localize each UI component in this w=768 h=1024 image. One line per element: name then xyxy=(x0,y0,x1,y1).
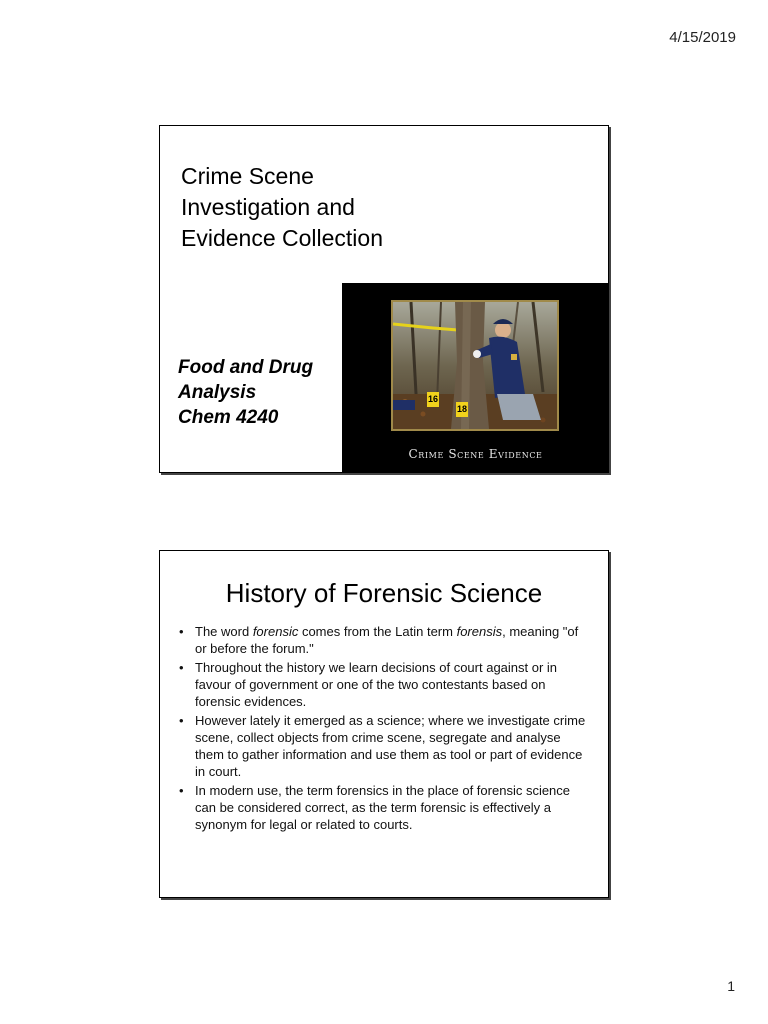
slide-1-title xyxy=(181,161,481,254)
italic-term: forensic xyxy=(252,624,299,639)
bullet-text: However lately it emerged as a science; where we investigate crime scene, collect objects from crime scene, segregate and analyse them to gather information and use them as tool or part of evidence in court. xyxy=(195,713,586,779)
bullet-dot-icon: • xyxy=(179,783,184,798)
title-line: Evidence Collection xyxy=(181,225,384,251)
title-line: Investigation and xyxy=(181,194,355,220)
slide-1 xyxy=(159,125,609,473)
slide-1-subtitle xyxy=(178,355,313,430)
bullet-dot-icon: • xyxy=(179,624,184,639)
subtitle-line: Analysis xyxy=(178,382,257,403)
subtitle-line: Food and Drug xyxy=(178,357,314,378)
bullet-list xyxy=(177,623,592,835)
bullet-text: Throughout the history we learn decisions of court against or in favour of government or one of the two contestants based on forensic evidences. xyxy=(195,660,558,709)
crime-scene-photo xyxy=(391,300,559,431)
bullet-text: The word xyxy=(195,624,253,639)
bullet-text: comes from the Latin term xyxy=(298,624,457,639)
page-number: 1 xyxy=(727,978,735,994)
bullet-item xyxy=(177,782,592,833)
photo-panel xyxy=(342,283,609,473)
slide-2 xyxy=(159,550,609,898)
photo-caption: Crime Scene Evidence xyxy=(408,447,543,461)
slide-2-title: History of Forensic Science xyxy=(225,578,543,608)
bullet-item xyxy=(177,712,592,780)
crime-scene-illustration xyxy=(393,302,557,429)
subtitle-line: Chem 4240 xyxy=(178,407,279,428)
bullet-text: In modern use, the term forensics in the place of forensic science can be considered correct, as the term forensic is effectively a synonym for legal or related to courts. xyxy=(195,783,571,832)
bullet-item xyxy=(177,659,592,710)
bullet-dot-icon: • xyxy=(179,713,184,728)
header-date: 4/15/2019 xyxy=(669,29,736,46)
title-line: Crime Scene xyxy=(181,163,314,189)
bullet-text: , meaning "of or before the forum." xyxy=(195,624,579,656)
bullet-dot-icon: • xyxy=(179,660,184,675)
italic-term: forensis xyxy=(456,624,503,639)
bullet-item xyxy=(177,623,592,657)
evidence-marker: 18 xyxy=(456,402,468,417)
evidence-marker: 16 xyxy=(427,392,439,407)
